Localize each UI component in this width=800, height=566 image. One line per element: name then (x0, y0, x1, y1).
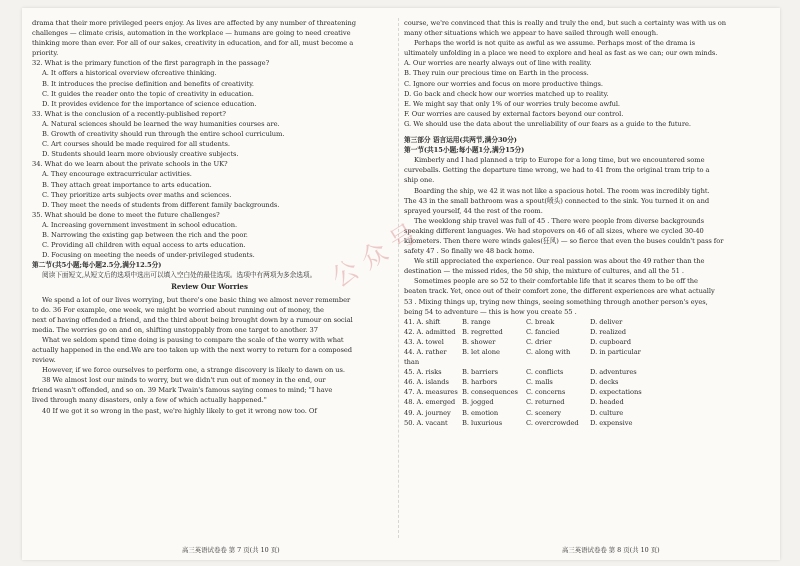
option: 46. A. islands (404, 378, 449, 387)
cloze-options (404, 317, 766, 428)
text-line: We still appreciated the experience. Our real passion was about the 49 rather than the (414, 257, 705, 266)
option: E. We might say that only 1% of our worries truly become awful. (404, 99, 621, 108)
option: C. Art courses should be made required for all students. (42, 140, 230, 149)
option: 49. A. journey (404, 408, 451, 417)
option: D. adventures (590, 368, 637, 377)
text-line: kilometers. Then there were winds gales(狂风) — so fierce that even the buses couldn't pass for (404, 236, 724, 245)
question-stem: 33. What is the conclusion of a recently-published report? (32, 109, 226, 118)
text-line: 53 . Mixing things up, trying new things, seeing something through another person's eyes, (404, 297, 708, 306)
option: A. Natural sciences should be learned the way humanities courses are. (42, 119, 280, 128)
option: A. They encourage extracurricular activities. (42, 170, 192, 179)
text-line: destination — the missed rides, the 50 ship, the mixture of cultures, and all the 51 . (404, 267, 684, 276)
page-footer-left: 高三英语试卷卷 第 7 页(共 10 页) (182, 546, 280, 554)
left-column (32, 18, 387, 416)
text-line: sprayed yourself, 44 the rest of the room. (404, 206, 543, 215)
text-line: course, we're convinced that this is really and truly the end, but such a certainty was with us on (404, 19, 727, 27)
text-line: to do. 36 For example, one week, we might be worried about running out of money, the (32, 305, 324, 314)
option-row-49 (404, 408, 766, 418)
option: D. expectations (590, 388, 642, 397)
option: 44. A. rather than (404, 348, 447, 367)
option: D. Go back and check how our worries matched up to reality. (404, 89, 609, 98)
option: C. break (526, 317, 555, 326)
watermark: 公众号 (326, 214, 430, 294)
option: D. culture (590, 408, 624, 417)
option: C. drier (526, 337, 552, 346)
option-row-44 (404, 347, 766, 367)
part3-heading: 第三部分 语言运用(共两节,满分30分) (404, 136, 517, 145)
option: D. Students should learn more obviously creative subjects. (42, 150, 239, 159)
question-stem: 35. What should be done to meet the future challenges? (32, 210, 220, 219)
option: B. shower (462, 337, 496, 346)
text-line: priority. (32, 49, 59, 58)
option-row-43 (404, 337, 766, 347)
option: A. Our worries are nearly always out of line with reality. (404, 59, 592, 68)
option: B. emotion (462, 408, 499, 417)
text-line: review. (32, 356, 56, 365)
option: C. overcrowded (526, 418, 579, 427)
option-row-45 (404, 367, 766, 377)
section-heading: 第二节(共5小题;每小题2.5分,满分12.5分) (32, 261, 162, 270)
text-line: Sometimes people are so 52 to their comfortable life that it scares them to be off the (414, 277, 698, 286)
option: B. barriers (462, 368, 499, 377)
option: C. concerns (526, 388, 566, 397)
article-title: Review Our Worries (171, 282, 248, 292)
option: C. conflicts (526, 368, 564, 377)
text-line: 38 We almost lost our minds to worry, but we didn't run out of money in the end, our (42, 376, 326, 385)
option: B. Growth of creativity should run through the entire school curriculum. (42, 130, 285, 139)
option: C. It guides the reader onto the topic of creativity in education. (42, 89, 254, 98)
option: C. scenery (526, 408, 562, 417)
option-row-46 (404, 377, 766, 387)
option: 47. A. measures (404, 388, 458, 397)
text-line: ultimately unfolding in a place we need to explore and heal as fast as we can; our own minds. (404, 49, 718, 58)
option: 42. A. admitted (404, 327, 456, 336)
text-line: Kimberly and I had planned a trip to Europe for a long time, but we encountered some (414, 156, 705, 165)
option: D. It provides evidence for the importance of science education. (42, 99, 257, 108)
text-line: Boarding the ship, we 42 it was not like a spacious hotel. The room was incredibly tight. (414, 186, 710, 195)
text-line: curveballs. Getting the departure time wrong, we had to 41 from the original tram trip to a (404, 166, 710, 175)
option: B. Narrowing the existing gap between the rich and the poor. (42, 230, 248, 239)
text-line: lived through many disasters, only a few of which actually happened." (32, 396, 267, 405)
option: C. Ignore our worries and focus on more productive things. (404, 79, 603, 88)
question-stem: 32. What is the primary function of the first paragraph in the passage? (32, 59, 270, 68)
right-column (404, 18, 766, 428)
option: 41. A. shift (404, 317, 441, 326)
option: D. expensive (590, 418, 633, 427)
cloze-passage (404, 155, 766, 317)
text-line: actually happened in the end.We are too taken up with the next worry to return for a composed (32, 346, 353, 354)
option-row-50 (404, 418, 766, 428)
text-line: thinking more than ever. For all of our sakes, creativity in education, and for all, must become a (32, 39, 354, 48)
option: B. They ruin our precious time on Earth in the process. (404, 69, 589, 78)
option: D. in particular (590, 348, 641, 356)
option: B. let alone (462, 348, 500, 356)
text-line: friend wasn't offended, and so on. 39 Mark Twain's famous saying comes to mind; "I have (32, 386, 333, 395)
option: A. It offers a historical overview ofcreative thinking. (42, 69, 217, 78)
option: C. Providing all children with equal access to arts education. (42, 241, 246, 250)
text-line: 40 If we got it so wrong in the past, we're highly likely to get it wrong now too. Of (42, 406, 317, 415)
question-33 (32, 109, 387, 159)
text-line: safety 47 . So finally we 48 back home. (404, 247, 535, 256)
option: B. jogged (462, 398, 494, 407)
page-footer-right: 高三英语试卷卷 第 8 页(共 10 页) (562, 546, 660, 554)
text-line: The weeklong ship travel was full of 45 . There were people from diverse backgrounds (414, 216, 705, 225)
option: C. malls (526, 378, 553, 387)
option: D. realized (590, 327, 627, 336)
option: B. They attach great importance to arts education. (42, 180, 212, 189)
text-line: The 43 in the small bathroom was a spout(喷头) connected to the sink. You turned it on and (404, 196, 710, 205)
option: D. headed (590, 398, 624, 407)
option: 50. A. vacant (404, 418, 448, 427)
text-line: What we seldom spend time doing is pausing to compare the scale of the worry with what (42, 335, 344, 344)
options-36-40 (404, 58, 766, 129)
question-35 (32, 210, 387, 260)
text-line: ship one. (404, 176, 435, 185)
option: A. Increasing government investment in school education. (42, 220, 238, 229)
text-line: We spend a lot of our lives worrying, but there's one basic thing we almost never remember (42, 295, 351, 304)
option: 48. A. emerged (404, 398, 456, 407)
article-continuation (404, 18, 766, 58)
option: D. cupboard (590, 337, 631, 346)
intro-paragraph (32, 18, 387, 58)
question-32 (32, 58, 387, 108)
text-line: challenges — climate crisis, automation in the workplace — humans are going to need creative (32, 29, 351, 38)
text-line: being 54 to adventure — this is how you create 55 . (404, 307, 577, 316)
question-stem: 34. What do we learn about the private schools in the UK? (32, 160, 228, 169)
option: B. luxurious (462, 418, 503, 427)
option-row-48 (404, 397, 766, 407)
text-line: However, if we force ourselves to perform one, a strange discovery is likely to dawn on us. (42, 366, 346, 375)
option: G. We should use the data about the unreliability of our fears as a guide to the future. (404, 119, 691, 128)
text-line: media. The worries go on and on, shifting unstoppably from one target to another. 37 (32, 325, 318, 334)
option-row-41 (404, 317, 766, 327)
text-line: drama that their more privileged peers enjoy. As lives are affected by any number of threatening (32, 19, 356, 27)
option: C. They prioritize arts subjects over maths and sciences. (42, 190, 232, 199)
option: C. along with (526, 348, 571, 356)
section-instructions: 阅读下面短文,从短文后的选项中选出可以填入空白处的最佳选项。选项中有两项为多余选项。 (42, 271, 317, 280)
option: B. harbors (462, 378, 498, 387)
option: B. regretted (462, 327, 503, 336)
option: 45. A. risks (404, 368, 442, 377)
article-body (32, 295, 387, 416)
option: B. range (462, 317, 491, 326)
option: F. Our worries are caused by external factors beyond our control. (404, 109, 624, 118)
text-line: many other situations which we appear to have sailed through well enough. (404, 29, 659, 38)
option: D. deliver (590, 317, 623, 326)
question-34 (32, 159, 387, 209)
option: B. consequences (462, 388, 518, 397)
option-row-47 (404, 387, 766, 397)
text-line: Perhaps the world is not quite as awful as we assume. Perhaps most of the drama is (414, 39, 695, 48)
option: D. Focusing on meeting the needs of under-privileged students. (42, 251, 255, 260)
option: D. decks (590, 378, 619, 387)
column-divider (398, 18, 399, 538)
option: B. It introduces the precise definition and benefits of creativity. (42, 79, 254, 88)
option: C. returned (526, 398, 565, 407)
option-row-42 (404, 327, 766, 337)
exam-sheet (22, 8, 780, 560)
option: C. fancied (526, 327, 560, 336)
part3-section-heading: 第一节(共15小题;每小题1分,满分15分) (404, 146, 525, 155)
option: 43. A. towel (404, 337, 444, 346)
option: D. They meet the needs of students from different family backgrounds. (42, 200, 280, 209)
text-line: beaten track. Yet, once out of their comfort zone, the different experiences are what actually (404, 287, 715, 296)
text-line: next of having offended a friend, and the third about being brought down by a rumour on social (32, 315, 353, 324)
text-line: speaking different languages. We had stopovers on 46 of all sizes, where we cycled 30-40 (404, 226, 704, 235)
